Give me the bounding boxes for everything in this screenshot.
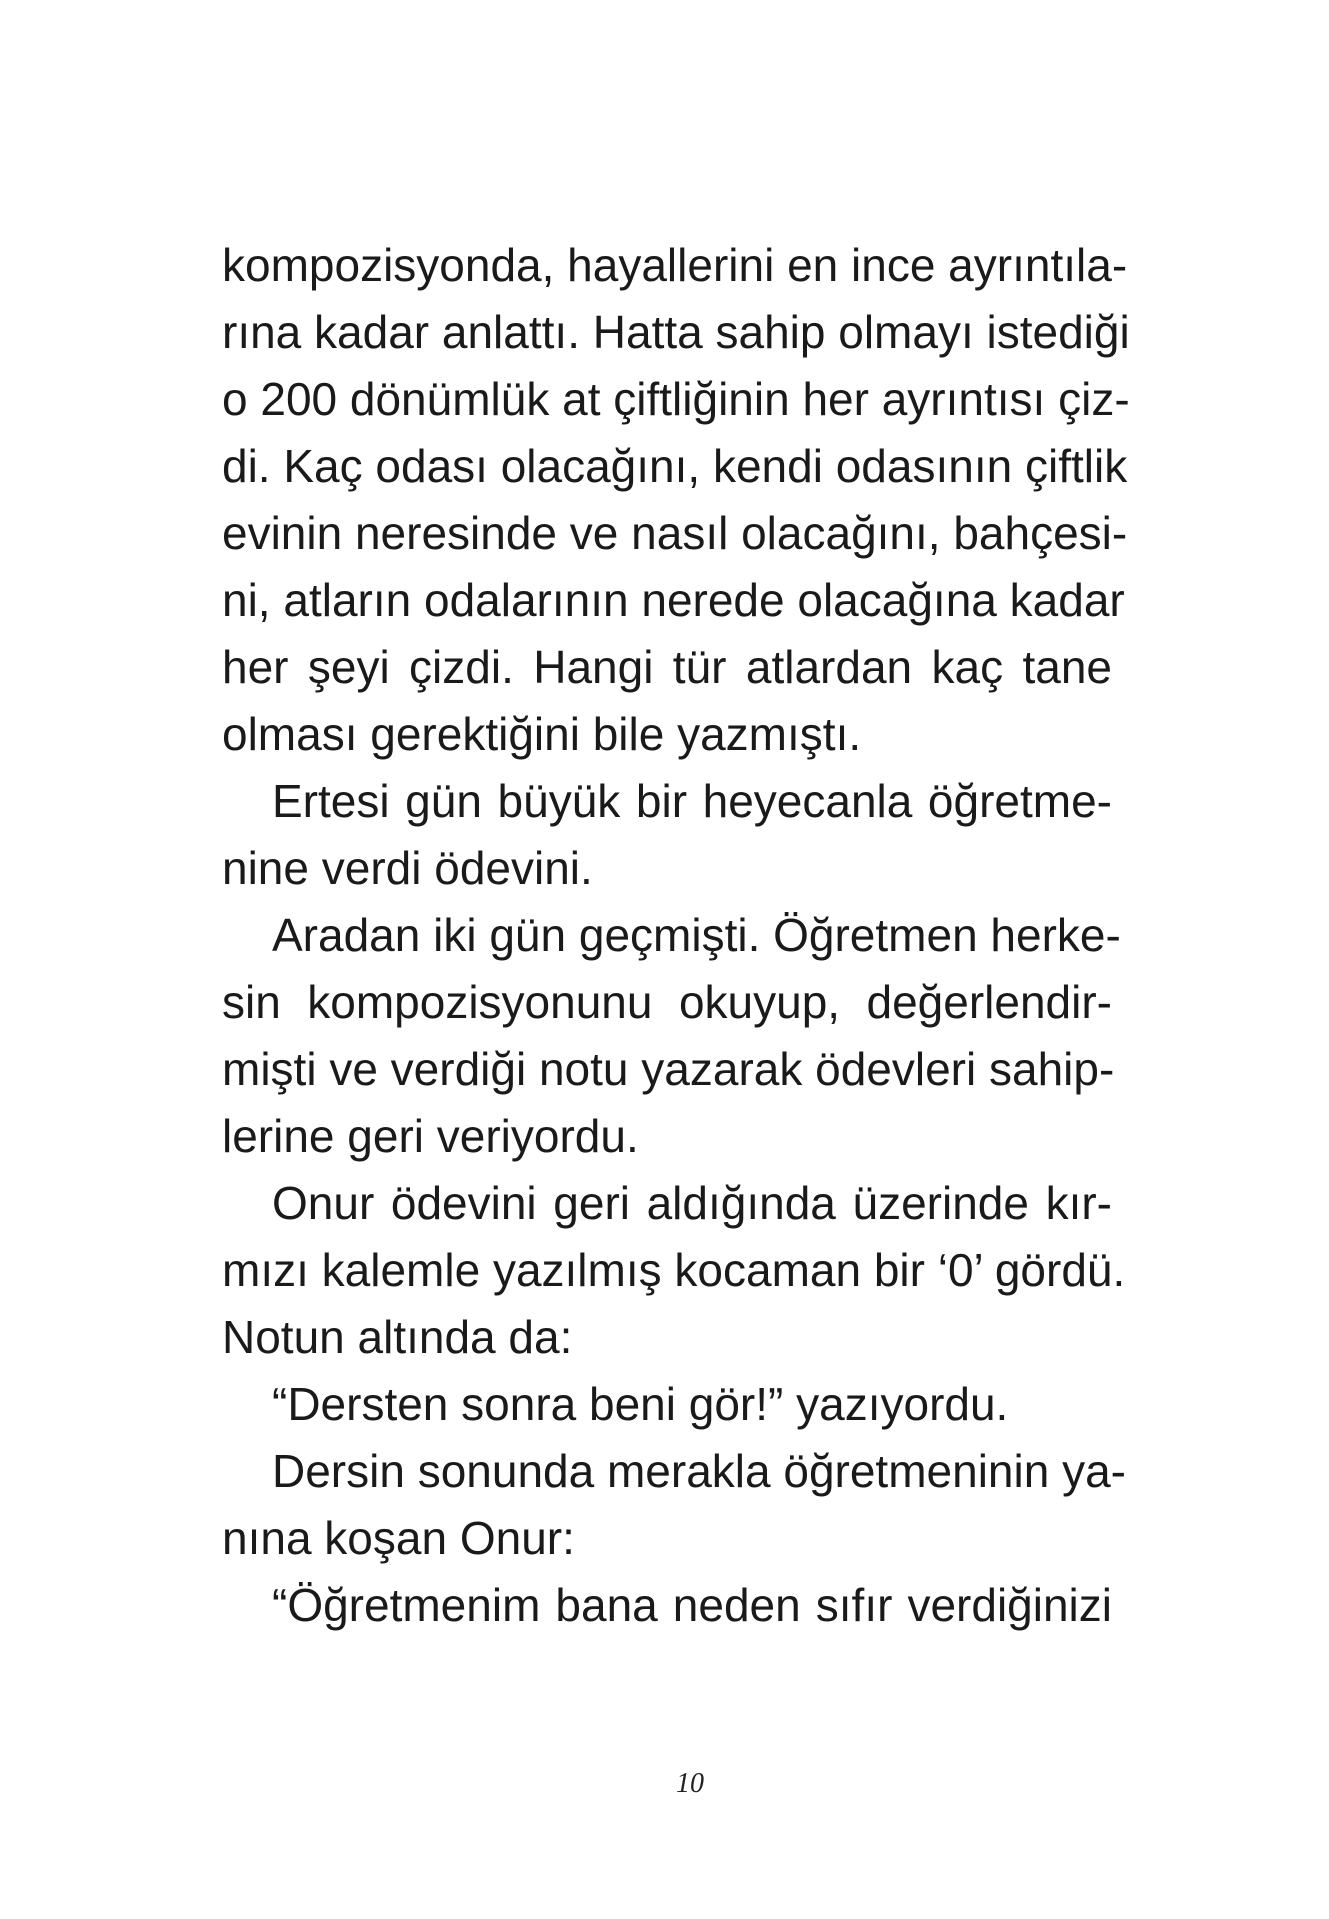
text-line: olması gerektiğini bile yazmıştı. (222, 708, 862, 760)
body-text (222, 232, 1130, 1639)
text-line: “Dersten sonra beni gör!” yazıyordu. (272, 1378, 1009, 1430)
text-line: o 200 dönümlük at çiftliğinin her ayrıntısı çiz- (222, 373, 1130, 425)
text-line: Ertesi gün büyük bir heyecanla öğretme- (272, 775, 1112, 827)
text-line: her şeyi çizdi. Hangi tür atlardan kaç tane (222, 641, 1112, 693)
text-line: Notun altında da: (222, 1311, 573, 1363)
text-line: “Öğretmenim bana neden sıfır verdiğinizi (272, 1579, 1112, 1631)
text-line: Onur ödevini geri aldığında üzerinde kır- (272, 1177, 1112, 1229)
text-line: lerine geri veriyordu. (222, 1110, 639, 1162)
text-line: mızı kalemle yazılmış kocaman bir ‘0’ gördü. (222, 1244, 1126, 1296)
text-line: sin kompozisyonunu okuyup, değerlendir- (222, 976, 1112, 1028)
text-line: di. Kaç odası olacağını, kendi odasının çiftlik (222, 440, 1128, 492)
text-line: Aradan iki gün geçmişti. Öğretmen herke- (272, 909, 1121, 961)
text-line: nine verdi ödevini. (222, 842, 593, 894)
text-line: rına kadar anlattı. Hatta sahip olmayı istediği (222, 306, 1130, 358)
text-line: ni, atların odalarının nerede olacağına kadar (222, 574, 1125, 626)
text-line: Dersin sonunda merakla öğretmeninin ya- (272, 1445, 1126, 1497)
page-number: 10 (676, 1768, 704, 1799)
text-line: evinin neresinde ve nasıl olacağını, bahçesi- (222, 507, 1128, 559)
text-line: mişti ve verdiği notu yazarak ödevleri sahip- (222, 1043, 1115, 1095)
text-line: kompozisyonda, hayallerini en ince ayrıntıla- (222, 239, 1128, 291)
text-line: nına koşan Onur: (222, 1512, 575, 1564)
